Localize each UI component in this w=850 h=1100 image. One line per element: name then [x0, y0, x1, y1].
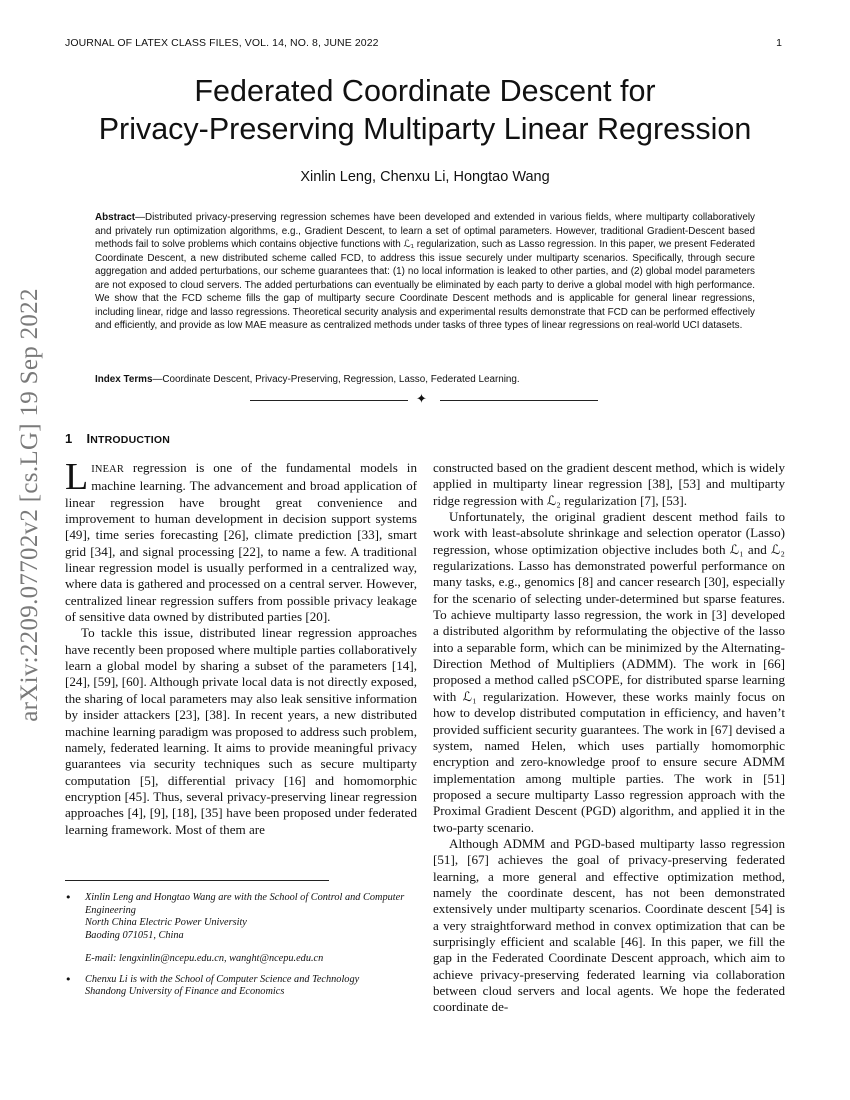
footnote-affiliation-2 — [65, 974, 417, 999]
footnote-rule — [65, 880, 329, 881]
footnote-line: Xinlin Leng and Hongtao Wang are with the School of Control and Computer Engineering — [85, 892, 405, 916]
paragraph: constructed based on the gradient descent method, which is widely applied in multiparty linear regression [38], [53] and multiparty ridge regression with ℒ₂ regularization [7], [53]. — [433, 460, 785, 508]
footnote-line: Shandong University of Finance and Economics — [85, 986, 285, 998]
footnote-line: Baoding 071051, China — [85, 930, 184, 942]
bullet-icon: • — [65, 891, 72, 904]
running-header: JOURNAL OF LATEX CLASS FILES, VOL. 14, NO. 8, JUNE 2022 — [65, 37, 379, 49]
footnotes — [65, 892, 417, 1003]
diamond-separator-icon: ✦ — [416, 392, 427, 407]
footnote-affiliation-1 — [65, 892, 417, 966]
separator-rule-left — [250, 400, 408, 401]
lead-word: INEAR — [91, 464, 124, 475]
left-column — [65, 456, 417, 838]
index-terms-label: Index Terms — [95, 374, 153, 385]
paragraph — [65, 456, 417, 625]
abstract-label: Abstract — [95, 212, 136, 223]
index-terms-text: —Coordinate Descent, Privacy-Preserving, Regression, Lasso, Federated Learning. — [152, 374, 520, 385]
section-title-rest: NTRODUCTION — [90, 434, 171, 446]
footnote-line: North China Electric Power University — [85, 917, 247, 929]
paragraph-text: regression is one of the fundamental models in machine learning. The advancement and broad application of linear regression have brought great convenience and improvement to human development in decision support systems [49], time series forecasting [26], climate prediction [33], smart grid [34], and signal processing [22], to name a few. A traditional linear regression model is usually performed in a centralized way, where data is gathered and processed on a central server. However, centralized linear regression suffers from possible privacy leakage of sensitive data owned by distributed parties [20]. — [65, 460, 417, 625]
section-title-initial: I — [86, 431, 91, 446]
abstract-text: —Distributed privacy-preserving regression schemes have been developed and extended in various fields, where multiparty collaboratively and privately run optimization algorithms, e.g., Gradient Descent, to learn a set of optimal parameters. However, traditional Gradient-Descent based methods fail to solve problems which contains objective functions with ℒ₁ regularization, such as Lasso regression. In this paper, we present Federated Coordinate Descent, a new distributed scheme called FCD, to address this issue securely under multiparty scenarios. Specifically, through secure aggregation and added perturbations, our scheme guarantees that: (1) no local information is leaked to other parties, and (2) global model parameters are not exposed to cloud servers. The added perturbations can eventually be eliminated by each party to derive a global model with high performance. We show that the FCD scheme fills the gap of multiparty secure Coordinate Descent methods and is applicable for general linear regressions, including linear, ridge and lasso regressions. Theoretical security analysis and experimental results demonstrate that FCD can be performed effectively and efficiently, and provide as low MAE measure as centralized methods under tasks of three types of linear regressions on real-world UCI datasets. — [95, 212, 755, 331]
drop-cap: L — [65, 456, 89, 498]
page-number: 1 — [776, 37, 782, 49]
paragraph: To tackle this issue, distributed linear regression approaches have recently been proposed where multiple parties collaboratively learn a global model by sharing a subset of the parameters [14], [24], [59], [60]. Although private local data is not directly exposed, the sharing of local parameters may also leak sensitive information by insider attackers [23], [38]. In recent years, a new distributed machine learning paradigm was proposed to address such problem, namely, federated learning. It aims to provide meaningful privacy guarantees via security techniques such as secure multiparty computation [5], differential privacy [16] and homomorphic encryption [45]. Thus, several privacy-preserving linear regression approaches [4], [9], [18], [35] have been proposed under federated learning framework. Most of them are — [65, 625, 417, 837]
title-line-1: Federated Coordinate Descent for — [194, 74, 656, 108]
footnote-line: Chenxu Li is with the School of Computer Science and Technology — [85, 973, 360, 985]
arxiv-stamp-text: arXiv:2209.07702v2 [cs.LG] 19 Sep 2022 — [16, 288, 43, 722]
separator-rule-right — [440, 400, 598, 401]
index-terms — [95, 373, 755, 386]
bullet-icon: • — [65, 972, 72, 986]
paper-title — [60, 72, 790, 148]
title-line-2: Privacy-Preserving Multiparty Linear Regression — [98, 112, 752, 146]
author-list: Xinlin Leng, Chenxu Li, Hongtao Wang — [300, 169, 550, 185]
arxiv-stamp — [10, 288, 50, 722]
paragraph: Unfortunately, the original gradient descent method fails to work with least-absolute shrinkage and selection operator (Lasso) regression, whose optimization objective includes both ℒ₁ and ℒ₂ regularizations. Lasso has demonstrated powerful performance on many tasks, e.g., genomics [8] and cancer research [30], especially for the scenario of selecting under-determined but sparse features. To achieve multiparty lasso regression, the work in [3] developed a distributed algorithm by reformulating the objective of the lasso into a separable form, which can be minimized by the Alternating-Direction Method of Multipliers (ADMM). The work in [66] proposed a method called pSCOPE, for distributed sparse learning with ℒ₁ regularization. However, these works mainly focus on how to develop distributed computation in efficiency, and haven’t provided sufficient security guarantees. The work in [67] devised a system, named Helen, which uses partially homomorphic encryption and zero-knowledge proof to ensure secure ADMM implementation among multiple parties. The work in [51] proposed a secure multiparty Lasso regression approach with the Proximal Gradient Descent (PGD) algorithm, and applied it in the two-party scenario. — [433, 509, 785, 835]
section-heading-introduction — [65, 431, 170, 446]
right-column — [433, 460, 785, 1016]
abstract — [95, 211, 755, 333]
paragraph: Although ADMM and PGD-based multiparty lasso regression [51], [67] achieves the goal of privacy-preserving federated learning, a more general and effective optimization method, namely the coordinate descent, has not been demonstrated extensively under multiparty scenarios. Coordinate descent [54] is a very straightforward method in convex optimization that can be surprisingly efficient and scalable [46]. In this paper, we fill the gap in the Federated Coordinate Descent approach, which aim to achieve privacy-preserving federated learning via collaboration between cloud servers and local agents. We hope the federated coordinate de- — [433, 835, 785, 1015]
section-number: 1 — [65, 431, 73, 446]
footnote-email: E-mail: lengxinlin@ncepu.edu.cn, wanght@ncepu.edu.cn — [85, 952, 324, 964]
